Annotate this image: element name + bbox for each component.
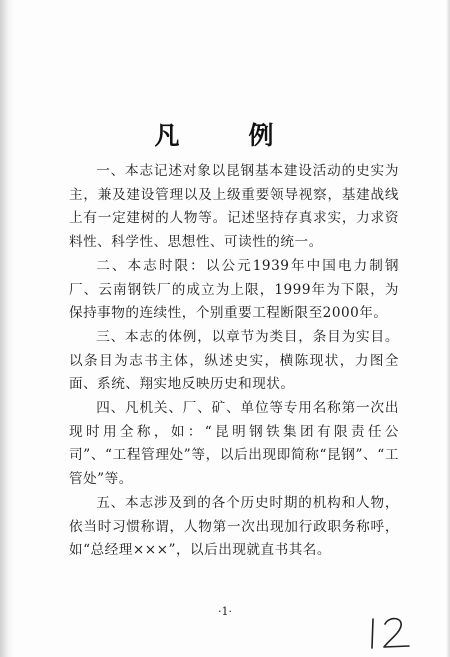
paragraph-5: 五、本志涉及到的各个历史时期的机构和人物，依当时习惯称谓，人物第一次出现加行政职务称呼，如“总经理×××”，以后出现就直书其名。 xyxy=(69,494,399,559)
paragraph-2: 二、本志时限：以公元1939年中国电力制钢厂、云南钢铁厂的成立为上限，1999年为下限，为保持事物的连续性，个别重要工程断限至2000年。 xyxy=(69,257,399,322)
paragraph-3: 三、本志的体例，以章节为类目，条目为实目。以条目为志书主体，纵述史实，横陈现状，力图全面、系统、翔实地反映历史和现状。 xyxy=(69,328,399,393)
scan-edge-right xyxy=(446,0,450,657)
page-number: ·1· xyxy=(218,605,232,618)
page-title: 凡 例 xyxy=(154,121,296,150)
paragraph-1: 一、本志记述对象以昆钢基本建设活动的史实为主，兼及建设管理以及上级重要领导视察，基建战线上有一定建树的人物等。记述坚持存真求实，力求资料性、科学性、思想性、可读性的统一。 xyxy=(69,163,399,251)
body-text xyxy=(69,160,399,563)
scan-edge-left xyxy=(0,0,14,657)
handwritten-page-number xyxy=(365,615,417,651)
paragraph-4: 四、凡机关、厂、矿、单位等专用名称第一次出现时用全称，如：“昆明钢铁集团有限责任公司”、“工程管理处”等，以后出现即简称“昆钢”、“工管处”等。 xyxy=(69,400,399,488)
